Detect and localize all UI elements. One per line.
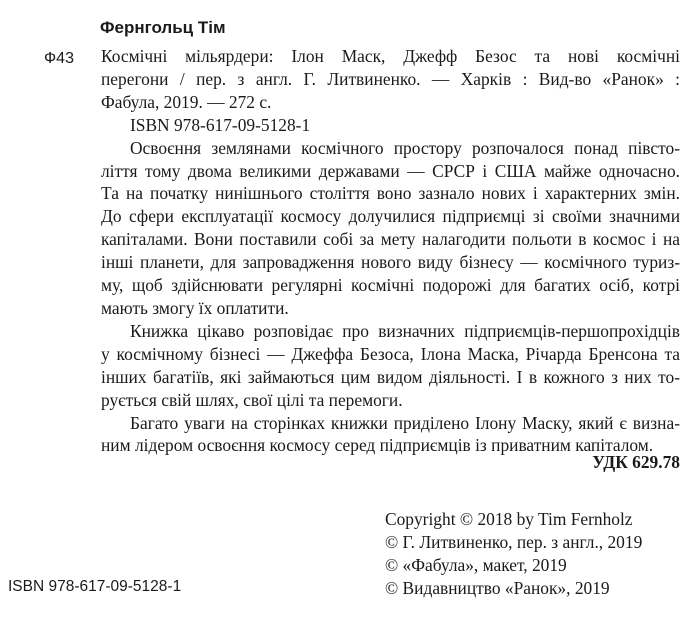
catalog-card-body	[101, 45, 680, 457]
annotation-line: капіталами. Вони поставили собі за мету налагодити польоти в космос і на	[101, 229, 680, 250]
annotation-line: До сфери експлуатації космосу долучилися підприємці зі своїми значними	[101, 206, 680, 227]
book-author: Фернгольц Тім	[100, 18, 226, 37]
copyright-line: © Г. Литвиненко, пер. з англ., 2019	[385, 532, 643, 552]
annotation-line: рується свій шлях, свої цілі та перемоги.	[101, 389, 403, 410]
annotation-line: му, щоб здійснювати регулярні космічні подорожі для багатих осіб, котрі	[101, 275, 680, 296]
bibliographic-line: перегони / пер. з англ. Г. Литвиненко. — Харків : Вид-во «Ранок» :	[101, 68, 680, 89]
classification-code: Ф43	[44, 50, 74, 67]
bibliographic-line: Космічні мільярдери: Ілон Маск, Джефф Безос та нові космічні	[101, 46, 680, 66]
copyright-block	[385, 508, 642, 600]
annotation-line: ліття тому двома великими державами — СРСР і США майже одночасно.	[101, 160, 680, 181]
annotation-line: інших багатіїв, які займаються цим видом діяльності. І в кожного з них то-	[101, 366, 680, 387]
isbn-bottom: ISBN 978-617-09-5128-1	[8, 578, 182, 595]
copyright-line: © «Фабула», макет, 2019	[385, 555, 567, 575]
copyright-line: Copyright © 2018 by Tim Fernholz	[385, 509, 633, 529]
annotation-paragraph	[101, 320, 680, 412]
annotation-line: інші планети, для запровадження нового виду бізнесу — космічного туриз-	[101, 252, 680, 273]
annotation-line: Книжка цікаво розповідає про визначних підприємців-першопрохідців	[130, 320, 680, 341]
annotation-line: ним лідером освоєння космосу серед підприємців із приватним капіталом.	[101, 435, 654, 456]
annotation-paragraph	[101, 412, 680, 458]
annotation-paragraph	[101, 137, 680, 320]
annotation-line: Багато уваги на сторінках книжки приділено Ілону Маску, який є визна-	[130, 412, 680, 433]
annotation-line: Та на початку нинішнього століття воно зазнало нових і характерних змін.	[101, 183, 680, 204]
copyright-line: © Видавництво «Ранок», 2019	[385, 578, 610, 598]
annotation-line: мають змогу їх оплатити.	[101, 297, 289, 318]
udk-code: УДК 629.78	[592, 452, 680, 472]
annotation-line: у космічному бізнесі — Джеффа Безоса, Ілона Маска, Річарда Бренсона та	[101, 343, 680, 364]
bibliographic-line: Фабула, 2019. — 272 с.	[101, 91, 272, 112]
isbn-top: ISBN 978-617-09-5128-1	[130, 114, 311, 135]
annotation-line: Освоєння землянами космічного простору розпочалося понад півсто-	[130, 137, 680, 158]
